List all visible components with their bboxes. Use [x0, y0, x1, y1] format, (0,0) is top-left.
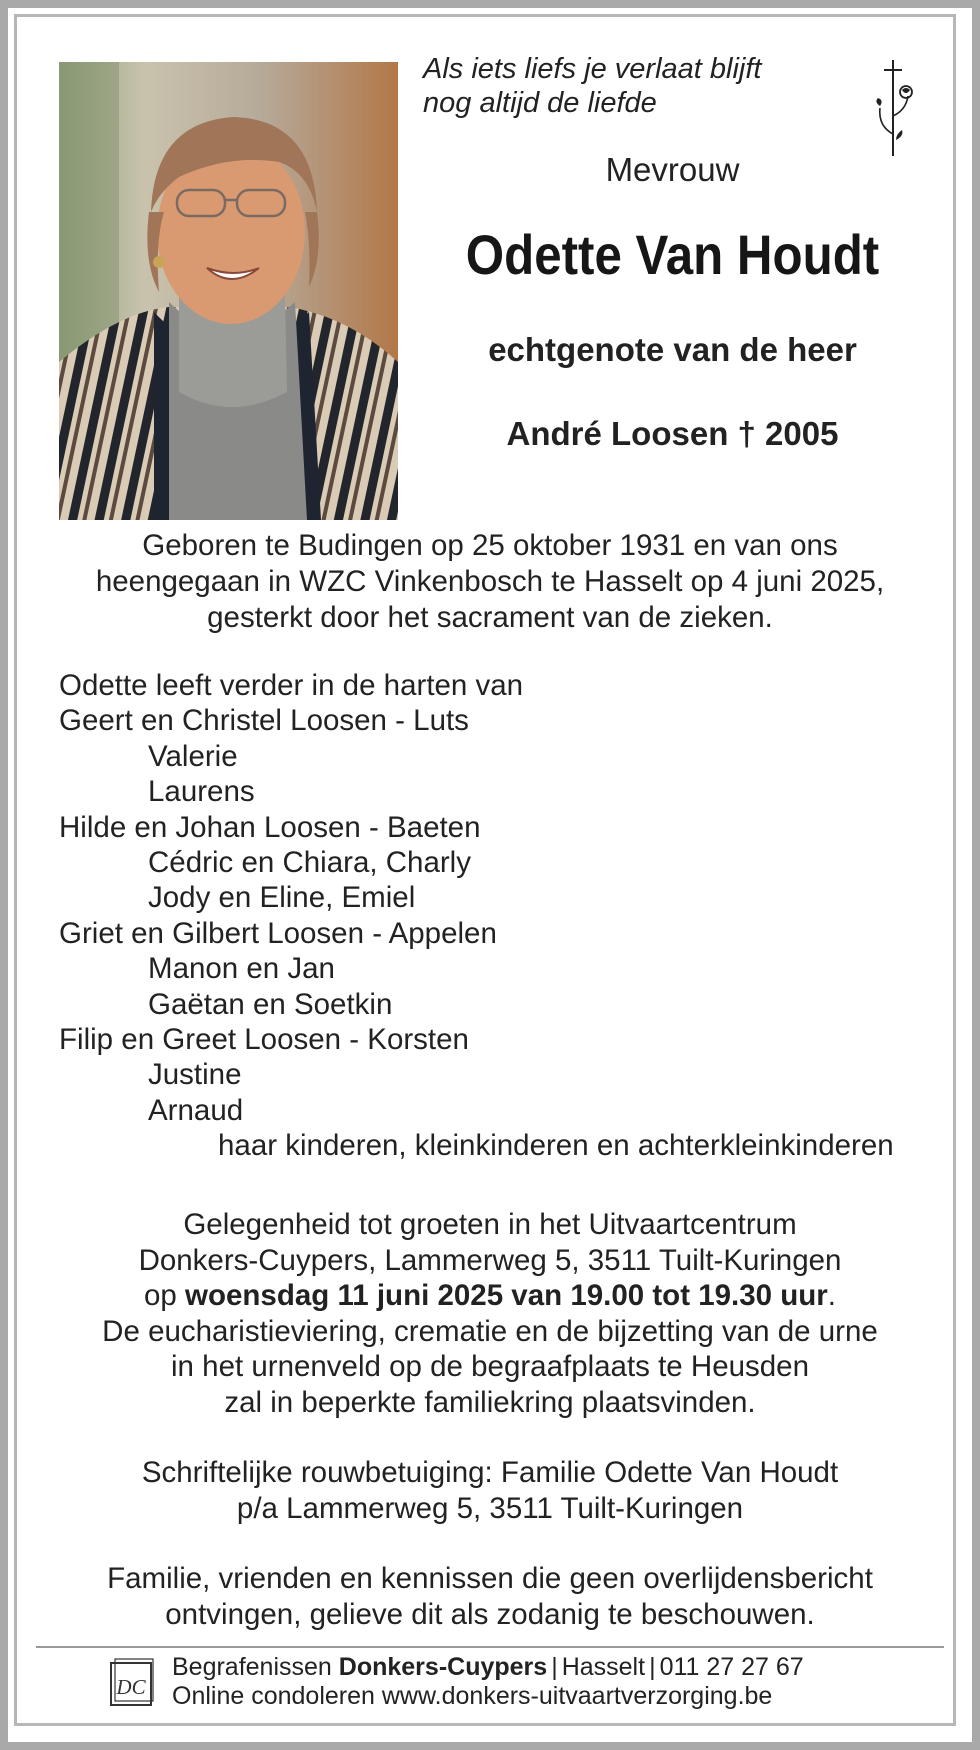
condolence-line-1: Schriftelijke rouwbetuiging: Familie Odette Van Houdt: [141, 1456, 839, 1489]
deceased-title: Mevrouw: [605, 151, 740, 188]
birth-line-3: gesterkt door het sacrament van de zieken.: [207, 601, 773, 634]
footer-contact: [172, 1653, 932, 1711]
family-member: Cédric en Chiara, Charly: [148, 846, 471, 880]
family-member: Manon en Jan: [148, 952, 335, 986]
family-member: Filip en Greet Loosen - Korsten: [59, 1023, 469, 1057]
online-label: Online condoleren: [172, 1682, 382, 1710]
spouse-name: André Loosen † 2005: [506, 415, 839, 452]
family-member: Gaëtan en Soetkin: [148, 987, 393, 1021]
cross-rose-icon: [870, 56, 920, 160]
quote-line-1: Als iets liefs je verlaat blijft: [423, 53, 762, 85]
family-member: Jody en Eline, Emiel: [148, 881, 416, 915]
ceremony-line-1: Gelegenheid tot groeten in het Uitvaartcentrum: [183, 1208, 797, 1241]
birth-death-paragraph: [40, 528, 940, 636]
memorial-quote: [423, 52, 843, 120]
portrait-photo: [59, 62, 398, 520]
spouse-intro: echtgenote van de heer: [488, 331, 857, 368]
ceremony-line-2: Donkers-Cuypers, Lammerweg 5, 3511 Tuilt-Kuringen: [138, 1243, 842, 1277]
family-member: Geert en Christel Loosen - Luts: [59, 704, 469, 738]
svg-text:DC: DC: [116, 1675, 146, 1699]
footer-divider: [36, 1646, 944, 1648]
company-phone[interactable]: 011 27 27 67: [659, 1653, 804, 1681]
notice-line-1: Familie, vrienden en kennissen die geen overlijdensbericht: [107, 1562, 873, 1595]
birth-line-2: heengegaan in WZC Vinkenbosch te Hasselt op 4 juni 2025,: [95, 565, 885, 598]
ceremony-date: woensdag 11 juni 2025 van 19.00 tot 19.30 uur: [185, 1279, 828, 1313]
ceremony-line-4: De eucharistieviering, crematie en de bijzetting van de urne: [102, 1314, 878, 1348]
company-prefix: Begrafenissen: [172, 1653, 339, 1681]
notice-line-2: ontvingen, gelieve dit als zodanig te beschouwen.: [165, 1597, 815, 1631]
family-closing: haar kinderen, kleinkinderen en achterkleinkinderen: [218, 1129, 894, 1163]
company-city: Hasselt: [561, 1653, 646, 1681]
ceremony-paragraph: [40, 1207, 940, 1421]
website-link[interactable]: www.donkers-uitvaartverzorging.be: [381, 1682, 773, 1710]
ceremony-line-6: zal in beperkte familiekring plaatsvinden.: [224, 1385, 756, 1419]
family-member: Valerie: [148, 739, 238, 773]
ceremony-date-prefix: op: [144, 1279, 186, 1313]
family-member: Justine: [148, 1058, 242, 1092]
family-member: Hilde en Johan Loosen - Baeten: [59, 810, 481, 844]
footer-line-2: [172, 1682, 932, 1711]
company-name: Donkers-Cuypers: [338, 1653, 548, 1681]
birth-line-1: Geboren te Budingen op 25 oktober 1931 en van ons: [142, 529, 838, 562]
funeral-home-logo: [108, 1656, 156, 1708]
notice-paragraph: [40, 1561, 940, 1632]
family-member: Griet en Gilbert Loosen - Appelen: [59, 916, 497, 950]
family-list: [59, 668, 939, 1164]
condolence-address: [40, 1455, 940, 1526]
footer-line-1: [172, 1653, 932, 1682]
ceremony-line-5: in het urnenveld op de begraafplaats te Heusden: [171, 1350, 809, 1384]
separator: |: [649, 1653, 656, 1681]
ceremony-date-suffix: .: [827, 1279, 836, 1313]
deceased-name: Odette Van Houdt: [465, 223, 880, 286]
ceremony-line-3: [40, 1278, 940, 1314]
family-intro: Odette leeft verder in de harten van: [59, 669, 524, 702]
family-member: Laurens: [148, 775, 255, 809]
condolence-line-2: p/a Lammerweg 5, 3511 Tuilt-Kuringen: [236, 1491, 744, 1525]
family-member: Arnaud: [148, 1093, 244, 1127]
quote-line-2: nog altijd de liefde: [423, 87, 657, 119]
separator: |: [551, 1653, 558, 1681]
